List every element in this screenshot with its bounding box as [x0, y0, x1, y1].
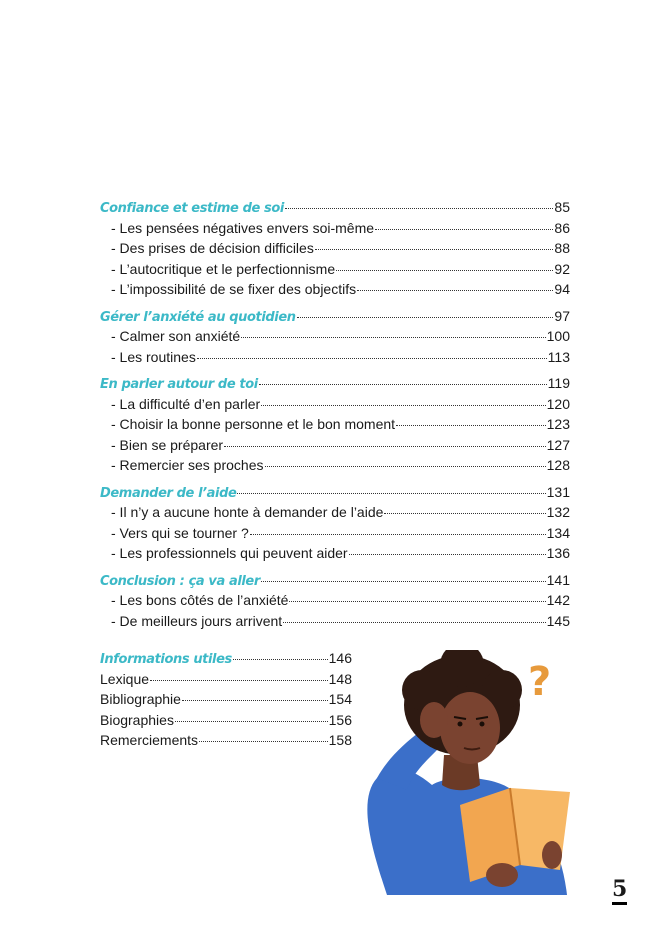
toc-entry [100, 240, 570, 261]
toc-entry-page: 142 [546, 592, 570, 608]
extra-heading-page: 146 [328, 650, 352, 666]
toc-entry-page: 145 [546, 612, 570, 629]
extra-entry [100, 691, 352, 712]
toc-entry-page: 128 [546, 457, 570, 473]
extra-entry-label: Biographies [100, 711, 174, 728]
toc-section-heading-page: 97 [554, 307, 570, 324]
dot-leader [265, 466, 546, 467]
dot-leader [175, 721, 328, 722]
toc-section-heading [100, 375, 570, 396]
toc-section-heading-label: Conclusion : ça va aller [100, 573, 260, 589]
toc-entry-page: 132 [546, 504, 570, 520]
dot-leader [357, 290, 553, 291]
extra-entry-label: Remerciements [100, 732, 199, 748]
dot-leader [261, 581, 546, 582]
extra-entry [100, 712, 352, 733]
extra-entry [100, 732, 352, 753]
toc-entry-page: 120 [546, 395, 570, 412]
dot-leader [197, 358, 547, 359]
question-mark-icon: ? [528, 659, 552, 705]
dot-leader [233, 659, 328, 660]
toc-entry [100, 545, 570, 566]
toc-entry-label: - De meilleurs jours arrivent [111, 612, 283, 629]
toc-entry-page: 136 [546, 545, 570, 561]
toc-section-heading [100, 308, 570, 329]
dot-leader [315, 249, 554, 250]
dot-leader [396, 425, 546, 426]
dot-leader [297, 317, 554, 318]
dot-leader [336, 270, 553, 271]
toc-section [100, 199, 570, 302]
extra-entry-page: 154 [328, 691, 352, 707]
extra-heading-label: Informations utiles [100, 652, 232, 667]
extra-entry [100, 671, 352, 692]
toc-entry-label: - L’impossibilité de se fixer des objectifs [111, 281, 357, 297]
woman-reading-illustration [352, 650, 582, 900]
extra-entry-page: 158 [328, 732, 352, 748]
toc-entry-label: - Bien se préparer [111, 436, 224, 453]
toc-section-heading-page: 141 [546, 571, 570, 588]
page-number: 5 [612, 876, 627, 905]
toc-section-heading [100, 199, 570, 220]
toc-entry-label: - L’autocritique et le perfectionnisme [111, 260, 336, 277]
toc-section-heading-label: Gérer l’anxiété au quotidien [100, 309, 296, 325]
toc-entry-label: - Il n’y a aucune honte à demander de l’aide [111, 504, 384, 520]
extra-entry-page: 156 [328, 711, 352, 728]
toc-entry [100, 504, 570, 525]
dot-leader [384, 513, 545, 514]
toc-section-heading-page: 119 [547, 375, 570, 391]
dot-leader [261, 405, 545, 406]
toc-entry-page: 134 [546, 524, 570, 541]
toc-entry-label: - Des prises de décision difficiles [111, 240, 314, 256]
toc-entry-page: 127 [546, 436, 570, 453]
toc-entry-page: 86 [554, 219, 570, 236]
toc-section-heading [100, 484, 570, 505]
toc-entry [100, 396, 570, 417]
toc-entry-page: 88 [554, 240, 570, 256]
dot-leader [375, 229, 553, 230]
toc-entry-label: - Les pensées négatives envers soi-même [111, 219, 375, 236]
dot-leader [150, 680, 328, 681]
toc-section-heading-page: 131 [546, 483, 570, 500]
toc-entry [100, 592, 570, 613]
toc-section-heading-page: 85 [554, 199, 570, 215]
toc-section-heading-label: En parler autour de toi [100, 377, 258, 392]
toc-entry [100, 613, 570, 634]
dot-leader [289, 601, 545, 602]
toc-section-heading-label: Demander de l’aide [100, 485, 237, 501]
dot-leader [349, 554, 546, 555]
useful-information-list [100, 648, 352, 753]
extra-heading [100, 650, 352, 671]
toc-entry [100, 457, 570, 478]
toc-entry-page: 92 [554, 260, 570, 277]
toc-entry [100, 525, 570, 546]
toc-section [100, 308, 570, 370]
dot-leader [283, 622, 545, 623]
toc-entry-page: 113 [547, 348, 570, 365]
toc-entry-label: - La difficulté d’en parler [111, 395, 261, 412]
toc-entry-page: 123 [546, 416, 570, 432]
toc-entry-page: 100 [546, 328, 570, 344]
dot-leader [250, 534, 546, 535]
extra-entry-label: Lexique [100, 670, 150, 687]
dot-leader [259, 384, 547, 385]
toc-section [100, 572, 570, 634]
toc-entry-label: - Calmer son anxiété [111, 328, 241, 344]
dot-leader [241, 337, 545, 338]
toc-entry-label: - Vers qui se tourner ? [111, 524, 249, 541]
dot-leader [199, 741, 328, 742]
toc-entry [100, 437, 570, 458]
toc-entry-label: - Choisir la bonne personne et le bon moment [111, 416, 396, 432]
extra-entry-label: Bibliographie [100, 691, 181, 707]
toc-entry-label: - Les routines [111, 348, 196, 365]
toc-entry [100, 349, 570, 370]
toc-section [100, 484, 570, 566]
toc-section-heading [100, 572, 570, 593]
toc-section-heading-label: Confiance et estime de soi [100, 201, 284, 216]
toc-entry [100, 220, 570, 241]
table-of-contents [100, 197, 570, 639]
dot-leader [224, 446, 546, 447]
toc-entry-page: 94 [554, 281, 570, 297]
toc-entry [100, 328, 570, 349]
dot-leader [285, 208, 553, 209]
toc-entry-label: - Les bons côtés de l’anxiété [111, 592, 289, 608]
extra-entry-page: 148 [328, 670, 352, 687]
toc-entry [100, 416, 570, 437]
toc-entry-label: - Remercier ses proches [111, 457, 264, 473]
dot-leader [182, 700, 328, 701]
toc-entry [100, 261, 570, 282]
dot-leader [237, 493, 545, 494]
toc-entry [100, 281, 570, 302]
toc-entry-label: - Les professionnels qui peuvent aider [111, 545, 348, 561]
toc-section [100, 375, 570, 478]
